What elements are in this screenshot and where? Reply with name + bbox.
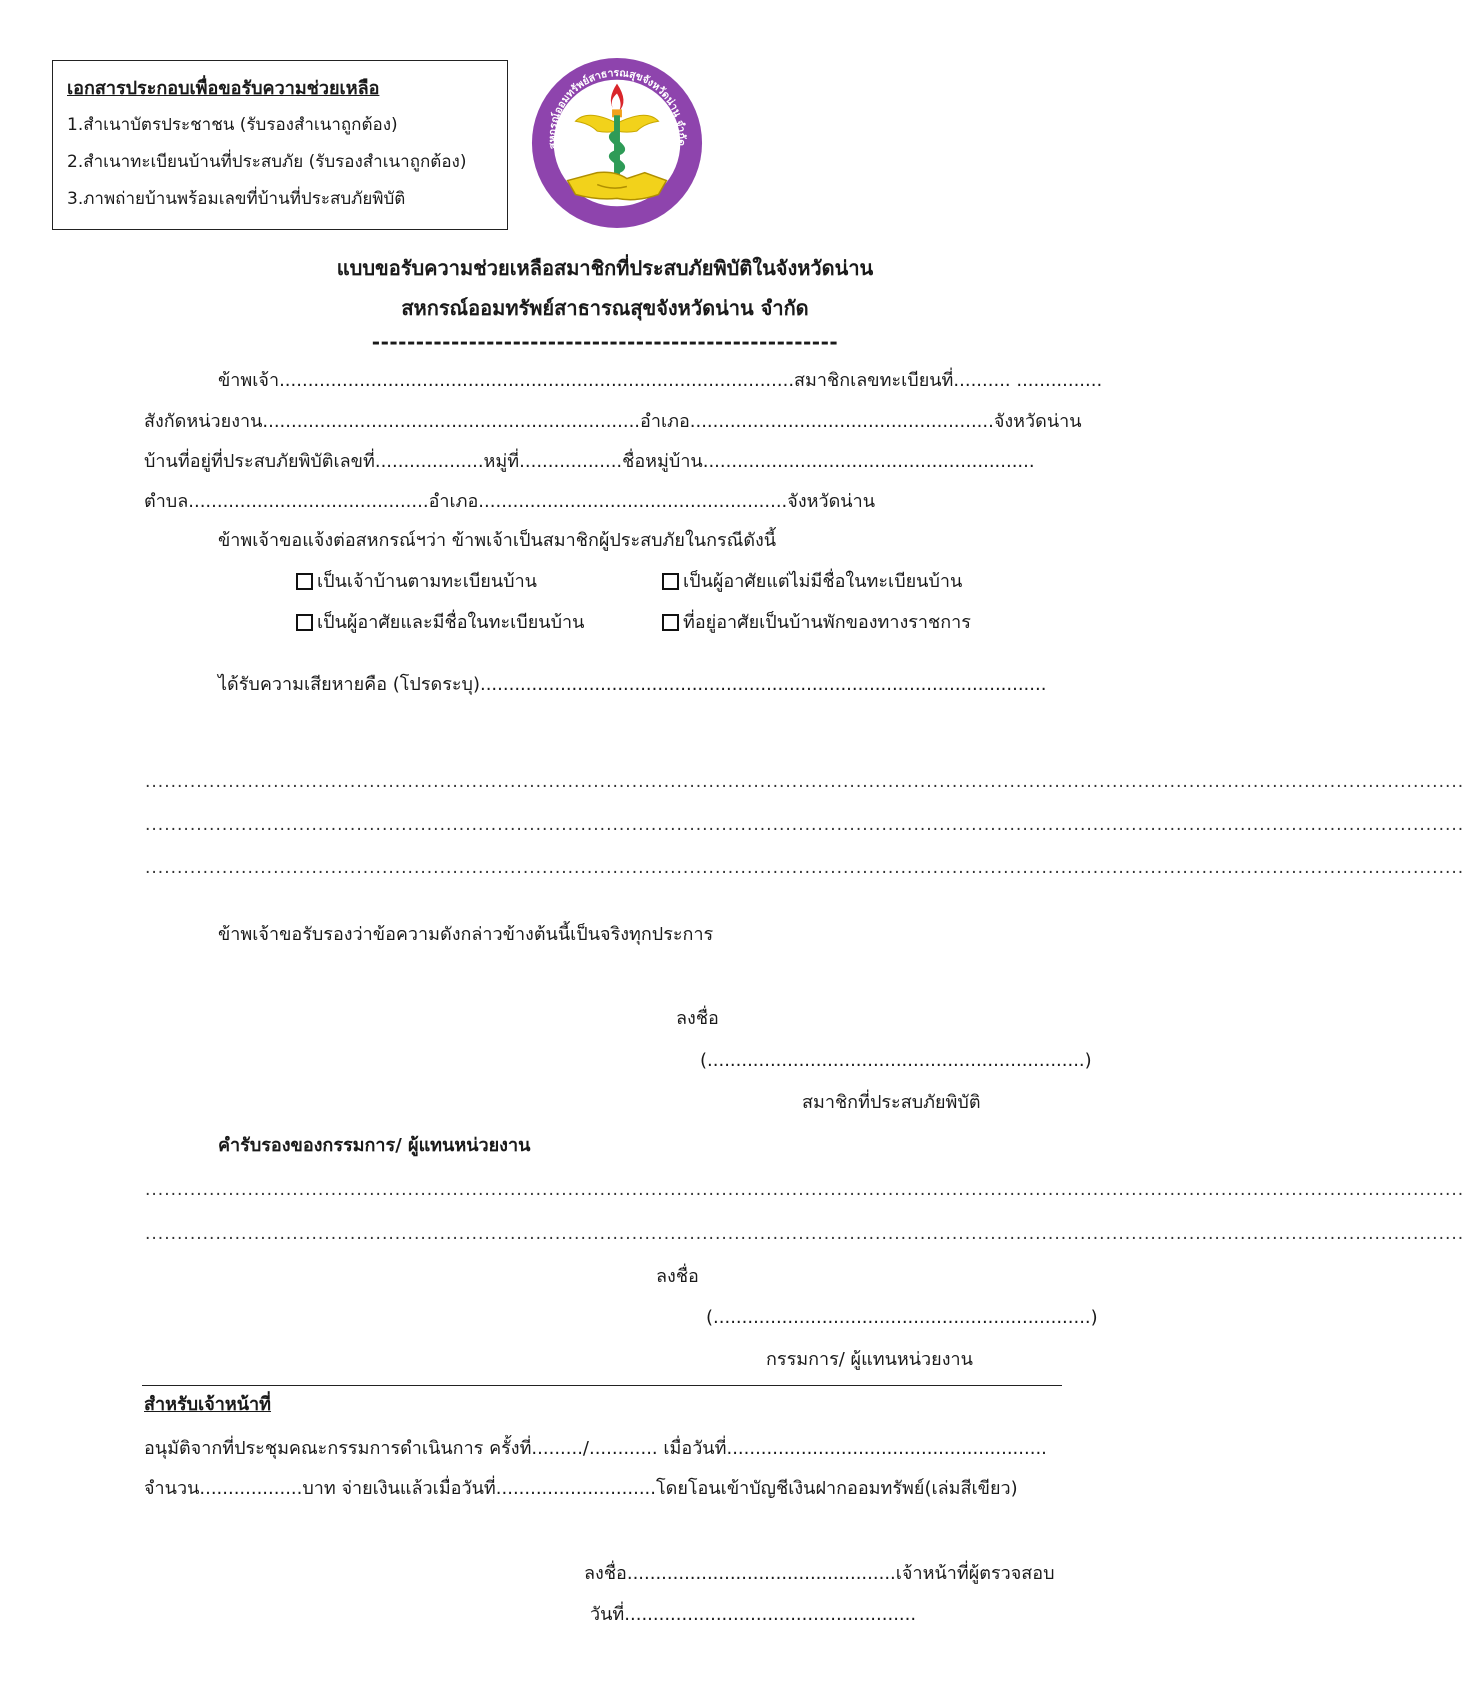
option-resident-not-registered[interactable]: เป็นผู้อาศัยแต่ไม่มีชื่อในทะเบียนบ้าน [662,570,962,594]
checkbox-icon[interactable] [296,573,313,590]
checkbox-icon[interactable] [296,614,313,631]
committee-blank-line: .............................................................................................................................................................................................................. [145,1224,1464,1244]
member-role: สมาชิกที่ประสบภัยพิบัติ [802,1092,981,1113]
damage-blank-line: .............................................................................................................................................................................................................. [145,858,1464,878]
officer-date-line: วันที่................................................... [590,1604,917,1625]
attachments-title: เอกสารประกอบเพื่อขอรับความช่วยเหลือ [67,78,380,99]
checkbox-icon[interactable] [662,614,679,631]
title-separator: ----------------------------------------------------- [371,330,839,354]
certify-text: ข้าพเจ้าขอรับรองว่าข้อความดังกล่าวข้างต้นนี้เป็นจริงทุกประการ [218,924,714,945]
logo-ring-text: สหกรณ์ออมทรัพย์สาธารณสุขจังหวัดน่าน จำกัด [546,67,688,150]
cooperative-logo [528,54,706,232]
damage-label: ได้รับความเสียหายคือ (โปรดระบุ)................................................................................................... [218,674,1047,695]
attachments-box [52,60,508,230]
form-title: แบบขอรับความช่วยเหลือสมาชิกที่ประสบภัยพิบัติในจังหวัดน่าน [336,256,874,280]
payment-line: จำนวน..................บาท จ่ายเงินแล้วเมื่อวันที่............................โดยโอนเข้าบัญชีเงินฝากออมทรัพย์(เล่มสีเขียว) [144,1478,1018,1499]
committee-blank-line: .............................................................................................................................................................................................................. [145,1180,1464,1200]
damage-blank-line: .............................................................................................................................................................................................................. [145,815,1464,835]
officer-heading: สำหรับเจ้าหน้าที่ [144,1394,272,1415]
member-sign-label: ลงชื่อ [676,1008,719,1029]
address-line: บ้านที่อยู่ที่ประสบภัยพิบัติเลขที่...................หมู่ที่..................ชื่อหมู่บ้าน.......................................................... [144,451,1035,472]
option-house-owner[interactable]: เป็นเจ้าบ้านตามทะเบียนบ้าน [296,570,537,594]
section-divider [142,1385,1062,1386]
subdistrict-line: ตำบล..........................................อำเภอ......................................................จังหวัดน่าน [144,491,875,512]
attachment-item: 3.ภาพถ่ายบ้านพร้อมเลขที่บ้านที่ประสบภัยพิบัติ [67,189,406,209]
option-resident-registered[interactable]: เป็นผู้อาศัยและมีชื่อในทะเบียนบ้าน [296,611,584,635]
agency-line: สังกัดหน่วยงาน..................................................................อำเภอ............…......................................จังหวัดน่าน [144,411,1082,432]
damage-blank-line: .............................................................................................................................................................................................................. [145,772,1464,792]
attachment-item: 1.สำเนาบัตรประชาชน (รับรองสำเนาถูกต้อง) [67,115,398,135]
committee-sign-label: ลงชื่อ [656,1266,699,1287]
member-name-line: (..................................................................) [700,1050,1092,1071]
applicant-name-line: ข้าพเจ้า..........................................................................................สมาชิกเลขทะเบียนที่.......... ............... [218,370,1103,391]
attachment-item: 2.สำเนาทะเบียนบ้านที่ประสบภัย (รับรองสำเนาถูกต้อง) [67,152,467,172]
checkbox-icon[interactable] [662,573,679,590]
cooperative-name: สหกรณ์ออมทรัพย์สาธารณสุขจังหวัดน่าน จำกัด [401,296,809,320]
committee-role: กรรมการ/ ผู้แทนหน่วยงาน [766,1349,973,1370]
officer-sign-line: ลงชื่อ...............................................เจ้าหน้าที่ผู้ตรวจสอบ [584,1563,1055,1584]
option-government-housing[interactable]: ที่อยู่อาศัยเป็นบ้านพักของทางราชการ [662,611,971,635]
approval-line: อนุมัติจากที่ประชุมคณะกรรมการดำเนินการ ครั้งที่........./............ เมื่อวันที่........................................................ [144,1438,1047,1459]
committee-name-line: (..................................................................) [706,1307,1098,1328]
committee-heading: คำรับรองของกรรมการ/ ผู้แทนหน่วยงาน [218,1135,531,1156]
handshake-icon [568,172,667,199]
declaration-text: ข้าพเจ้าขอแจ้งต่อสหกรณ์ฯว่า ข้าพเจ้าเป็นสมาชิกผู้ประสบภัยในกรณีดังนี้ [218,530,777,551]
